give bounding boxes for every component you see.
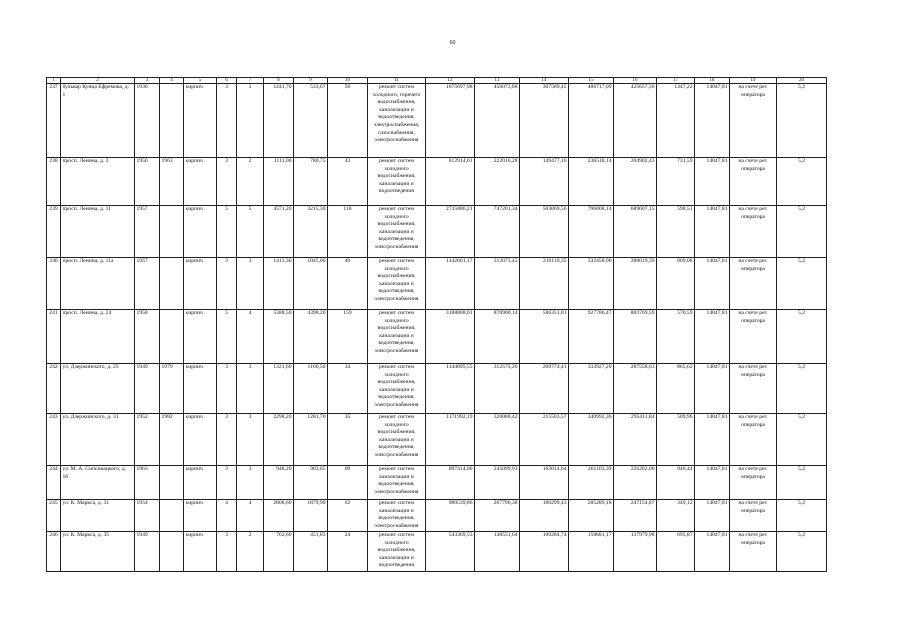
cell-residents: 62 xyxy=(328,500,368,532)
cell-material: кирпич xyxy=(184,158,217,206)
cell-limit: 14047,81 xyxy=(695,258,730,310)
cell-total: 1144895,55 xyxy=(426,364,475,414)
cell-works: ремонт систем холодного водоснабжения, канализации и водоотведения, электроснабжения xyxy=(368,206,426,258)
cell-cost: 1347,22 xyxy=(657,84,695,158)
cell-year: 1957 xyxy=(135,206,160,258)
cell-residents: 24 xyxy=(328,532,368,572)
cell-residents: 118 xyxy=(328,206,368,258)
cell-works: ремонт систем холодного водоснабжения, канализации и водоотведения, электроснабжения xyxy=(368,364,426,414)
cell-material: кирпич xyxy=(184,310,217,364)
cell-area: 762,60 xyxy=(264,532,294,572)
cell-area: 1241,70 xyxy=(264,84,294,158)
cell-v15: 486717,09 xyxy=(569,84,614,158)
column-number-cell: 12 xyxy=(426,78,475,84)
cell-entrances: 2 xyxy=(237,158,264,206)
table-row xyxy=(47,364,827,414)
cell-limit: 14047,81 xyxy=(695,500,730,532)
cell-address: просп. Ленина, д. 24 xyxy=(61,310,135,364)
cell-entrances: 2 xyxy=(237,532,264,572)
cell-year2 xyxy=(160,310,184,364)
cell-cost: 509,96 xyxy=(657,414,695,466)
cell-works: ремонт систем холодного водоснабжения, канализации и водоотведения xyxy=(368,532,426,572)
cell-year2 xyxy=(160,500,184,532)
column-number-cell: 13 xyxy=(475,78,520,84)
cell-address: ул. К. Маркса, д. 31 xyxy=(61,500,135,532)
cell-year: 1954 xyxy=(135,500,160,532)
cell-area2: 1045,00 xyxy=(294,258,328,310)
column-number-cell: 9 xyxy=(294,78,328,84)
cell-v13: 222016,28 xyxy=(475,158,520,206)
cell-n: 246 xyxy=(47,532,61,572)
column-number-cell: 10 xyxy=(328,78,368,84)
cell-total: 1675697,98 xyxy=(426,84,475,158)
cell-method: на счете рег. оператора xyxy=(730,206,777,258)
column-number-cell: 16 xyxy=(614,78,657,84)
cell-address: просп. Ленина, д. 11а xyxy=(61,258,135,310)
column-number-cell: 1 xyxy=(47,78,61,84)
cell-material: кирпич xyxy=(184,84,217,158)
cell-floors: 4 xyxy=(217,500,237,532)
table-row xyxy=(47,158,827,206)
cell-method: на счете рег. оператора xyxy=(730,414,777,466)
cell-v15: 285289,18 xyxy=(569,500,614,532)
cell-v16: 247154,87 xyxy=(614,500,657,532)
cell-cost: 809,08 xyxy=(657,258,695,310)
table-row xyxy=(47,466,827,500)
cell-v20: 5,2 xyxy=(777,310,827,364)
cell-method: на счете рег. оператора xyxy=(730,532,777,572)
cell-v14: 180299,43 xyxy=(520,500,569,532)
column-number-cell: 5 xyxy=(184,78,217,84)
column-number-cell: 17 xyxy=(657,78,695,84)
cell-v15: 332458,00 xyxy=(569,258,614,310)
cell-n: 245 xyxy=(47,500,61,532)
cell-v16: 425657,56 xyxy=(614,84,657,158)
cell-cost: 349,12 xyxy=(657,500,695,532)
cell-residents: 34 xyxy=(328,364,368,414)
column-number-cell: 3 xyxy=(135,78,160,84)
cell-limit: 14047,81 xyxy=(695,364,730,414)
cell-cost: 570,59 xyxy=(657,310,695,364)
cell-year: 1957 xyxy=(135,258,160,310)
cell-entrances: 3 xyxy=(237,414,264,466)
cell-n: 240 xyxy=(47,258,61,310)
cell-year2 xyxy=(160,532,184,572)
cell-year: 1936 xyxy=(135,84,160,158)
cell-v16: 288019,39 xyxy=(614,258,657,310)
cell-v14: 100284,74 xyxy=(520,532,569,572)
column-number-cell: 2 xyxy=(61,78,135,84)
cell-year2: 1982 xyxy=(160,414,184,466)
cell-v13: 312575,26 xyxy=(475,364,520,414)
cell-v13: 312073,43 xyxy=(475,258,520,310)
cell-entrances: 3 xyxy=(237,84,264,158)
cell-area: 948,20 xyxy=(264,466,294,500)
cell-n: 244 xyxy=(47,466,61,500)
cell-cost: 946,44 xyxy=(657,466,695,500)
cell-year: 1958 xyxy=(135,310,160,364)
cell-cost: 598,51 xyxy=(657,206,695,258)
cell-material: кирпич xyxy=(184,364,217,414)
cell-v13: 320088,42 xyxy=(475,414,520,466)
cell-v14: 165014,64 xyxy=(520,466,569,500)
cell-year2 xyxy=(160,258,184,310)
cell-limit: 14047,81 xyxy=(695,532,730,572)
housing-register-table xyxy=(46,77,827,572)
cell-entrances: 4 xyxy=(237,500,264,532)
cell-year2 xyxy=(160,466,184,500)
cell-total: 897414,00 xyxy=(426,466,475,500)
cell-address: ул. Дзержинского, д. 31 xyxy=(61,414,135,466)
cell-method: на счете рег. оператора xyxy=(730,466,777,500)
cell-works: ремонт систем канализации и водоотведения, электроснабжения xyxy=(368,500,426,532)
cell-year2: 1979 xyxy=(160,364,184,414)
table-row xyxy=(47,84,827,158)
column-number-cell: 20 xyxy=(777,78,827,84)
cell-v15: 236518,14 xyxy=(569,158,614,206)
cell-method: на счете рег. оператора xyxy=(730,158,777,206)
cell-v14: 209774,41 xyxy=(520,364,569,414)
cell-area2: 533,67 xyxy=(294,84,328,158)
cell-floors: 5 xyxy=(217,206,237,258)
cell-residents: 40 xyxy=(328,258,368,310)
cell-v15: 796008,14 xyxy=(569,206,614,258)
cell-year: 1950 xyxy=(135,158,160,206)
cell-area: 5588,50 xyxy=(264,310,294,364)
cell-v16: 204902,43 xyxy=(614,158,657,206)
cell-floors: 3 xyxy=(217,258,237,310)
cell-material: кирпич xyxy=(184,206,217,258)
cell-residents: 43 xyxy=(328,158,368,206)
cell-v16: 295411,84 xyxy=(614,414,657,466)
cell-v20: 5,2 xyxy=(777,158,827,206)
cell-v16: 226202,06 xyxy=(614,466,657,500)
cell-floors: 3 xyxy=(217,158,237,206)
cell-entrances: 3 xyxy=(237,364,264,414)
cell-residents: 159 xyxy=(328,310,368,364)
cell-v16: 287558,63 xyxy=(614,364,657,414)
cell-v14: 210110,35 xyxy=(520,258,569,310)
cell-n: 237 xyxy=(47,84,61,158)
cell-n: 241 xyxy=(47,310,61,364)
column-number-cell: 6 xyxy=(217,78,237,84)
cell-method: на счете рег. оператора xyxy=(730,500,777,532)
cell-total: 812914,01 xyxy=(426,158,475,206)
cell-address: просп. Ленина, д. 11 xyxy=(61,206,135,258)
cell-v20: 5,2 xyxy=(777,500,827,532)
cell-works: ремонт систем канализации и водоотведения, электроснабжения xyxy=(368,466,426,500)
cell-area2: 1879,90 xyxy=(294,500,328,532)
cell-material: кирпич xyxy=(184,258,217,310)
cell-year2 xyxy=(160,84,184,158)
column-number-cell: 15 xyxy=(569,78,614,84)
cell-v15: 158681,17 xyxy=(569,532,614,572)
cell-n: 243 xyxy=(47,414,61,466)
cell-address: ул. М. А. Сипсинацкого, д. 16 xyxy=(61,466,135,500)
cell-v20: 5,2 xyxy=(777,532,827,572)
cell-limit: 14047,81 xyxy=(695,466,730,500)
cell-v16: 689607,15 xyxy=(614,206,657,258)
table-row xyxy=(47,500,827,532)
cell-address: ул. Дзержинского, д. 25 xyxy=(61,364,135,414)
cell-address: просп. Ленина, д. 3 xyxy=(61,158,135,206)
cell-material: кирпич xyxy=(184,532,217,572)
column-number-cell: 19 xyxy=(730,78,777,84)
cell-method: на счете рег. оператора xyxy=(730,364,777,414)
cell-area2: 903,65 xyxy=(294,466,328,500)
column-number-cell: 7 xyxy=(237,78,264,84)
cell-total: 2735886,21 xyxy=(426,206,475,258)
cell-v13: 747201,34 xyxy=(475,206,520,258)
cell-v14: 215503,57 xyxy=(520,414,569,466)
table-row xyxy=(47,310,827,364)
cell-floors: 3 xyxy=(217,364,237,414)
cell-entrances: 4 xyxy=(237,310,264,364)
cell-v13: 456073,88 xyxy=(475,84,520,158)
cell-area: 1111,00 xyxy=(264,158,294,206)
cell-v14: 149477,16 xyxy=(520,158,569,206)
cell-area2: 780,75 xyxy=(294,158,328,206)
cell-v13: 870900,14 xyxy=(475,310,520,364)
cell-limit: 14047,81 xyxy=(695,206,730,258)
column-number-cell: 8 xyxy=(264,78,294,84)
cell-floors: 5 xyxy=(217,310,237,364)
cell-cost: 731,59 xyxy=(657,158,695,206)
column-number-cell: 11 xyxy=(368,78,426,84)
cell-residents: 35 xyxy=(328,414,368,466)
cell-year: 1949 xyxy=(135,364,160,414)
cell-v13: 267796,38 xyxy=(475,500,520,532)
cell-floors: 3 xyxy=(217,84,237,158)
cell-limit: 14047,81 xyxy=(695,310,730,364)
cell-works: ремонт систем холодного водоснабжения, канализации и водоотведения, электроснабжения xyxy=(368,310,426,364)
cell-works: ремонт систем холодного водоснабжения, канализации и водоотведения, электроснабжения xyxy=(368,258,426,310)
cell-floors: 3 xyxy=(217,414,237,466)
cell-material: кирпич xyxy=(184,414,217,466)
cell-year: 1963 xyxy=(135,466,160,500)
cell-area: 2298,20 xyxy=(264,414,294,466)
cell-material: кирпич xyxy=(184,500,217,532)
cell-total: 1142661,17 xyxy=(426,258,475,310)
table-row xyxy=(47,532,827,572)
cell-entrances: 5 xyxy=(237,206,264,258)
cell-v20: 5,2 xyxy=(777,206,827,258)
cell-total: 1171992,19 xyxy=(426,414,475,466)
cell-v15: 261103,39 xyxy=(569,466,614,500)
cell-address: ул. К. Маркса, д. 35 xyxy=(61,532,135,572)
cell-year2 xyxy=(160,206,184,258)
cell-v15: 340992,36 xyxy=(569,414,614,466)
cell-year: 1952 xyxy=(135,414,160,466)
cell-method: на счете рег. оператора xyxy=(730,84,777,158)
cell-area2: 4398,20 xyxy=(294,310,328,364)
cell-works: ремонт систем холодного водоснабжения, канализации и водоотведения xyxy=(368,158,426,206)
cell-v13: 148551,64 xyxy=(475,532,520,572)
cell-v16: 137979,98 xyxy=(614,532,657,572)
table-row xyxy=(47,414,827,466)
column-number-cell: 4 xyxy=(160,78,184,84)
cell-total: 3188808,01 xyxy=(426,310,475,364)
cell-n: 239 xyxy=(47,206,61,258)
cell-v20: 5,2 xyxy=(777,258,827,310)
column-number-cell: 14 xyxy=(520,78,569,84)
cell-v16: 803769,59 xyxy=(614,310,657,364)
cell-v20: 5,2 xyxy=(777,364,827,414)
cell-residents: 56 xyxy=(328,84,368,158)
cell-v14: 586351,81 xyxy=(520,310,569,364)
cell-works: ремонт систем холодного, горячего водоснабжения, канализации и водоотведения, электроснабжения, газоснабжения, электроснабжения xyxy=(368,84,426,158)
cell-method: на счете рег. оператора xyxy=(730,310,777,364)
cell-address: бульвар Кунца Ефремова, д. 1 xyxy=(61,84,135,158)
cell-v15: 333927,20 xyxy=(569,364,614,414)
cell-area2: 3215,30 xyxy=(294,206,328,258)
cell-v14: 503069,56 xyxy=(520,206,569,258)
table-row xyxy=(47,258,827,310)
cell-v15: 927786,47 xyxy=(569,310,614,364)
cell-works: ремонт систем холодного водоснабжения, канализации и водоотведения, электроснабжения xyxy=(368,414,426,466)
cell-n: 242 xyxy=(47,364,61,414)
cell-limit: 14047,81 xyxy=(695,414,730,466)
cell-floors: 3 xyxy=(217,532,237,572)
cell-v20: 5,2 xyxy=(777,466,827,500)
cell-limit: 14047,81 xyxy=(695,158,730,206)
cell-area: 4571,20 xyxy=(264,206,294,258)
cell-area2: 451,83 xyxy=(294,532,328,572)
table-row xyxy=(47,206,827,258)
cell-total: 980539,86 xyxy=(426,500,475,532)
cell-entrances: 3 xyxy=(237,258,264,310)
cell-floors: 3 xyxy=(217,466,237,500)
cell-area: 1413,30 xyxy=(264,258,294,310)
cell-area2: 1281,70 xyxy=(294,414,328,466)
cell-cost: 695,87 xyxy=(657,532,695,572)
cell-area: 1321,60 xyxy=(264,364,294,414)
cell-n: 238 xyxy=(47,158,61,206)
cell-area: 2808,60 xyxy=(264,500,294,532)
cell-residents: 09 xyxy=(328,466,368,500)
cell-area2: 1166,50 xyxy=(294,364,328,414)
cell-year2: 1963 xyxy=(160,158,184,206)
cell-v13: 245099,93 xyxy=(475,466,520,500)
page-number: 60 xyxy=(449,40,456,46)
cell-year: 1949 xyxy=(135,532,160,572)
cell-v20: 5,2 xyxy=(777,414,827,466)
cell-material: кирпич xyxy=(184,466,217,500)
cell-total: 543369,53 xyxy=(426,532,475,572)
cell-v20: 5,2 xyxy=(777,84,827,158)
cell-cost: 865,62 xyxy=(657,364,695,414)
cell-v14: 307589,45 xyxy=(520,84,569,158)
cell-method: на счете рег. оператора xyxy=(730,258,777,310)
cell-entrances: 3 xyxy=(237,466,264,500)
column-number-cell: 18 xyxy=(695,78,730,84)
cell-limit: 14047,81 xyxy=(695,84,730,158)
